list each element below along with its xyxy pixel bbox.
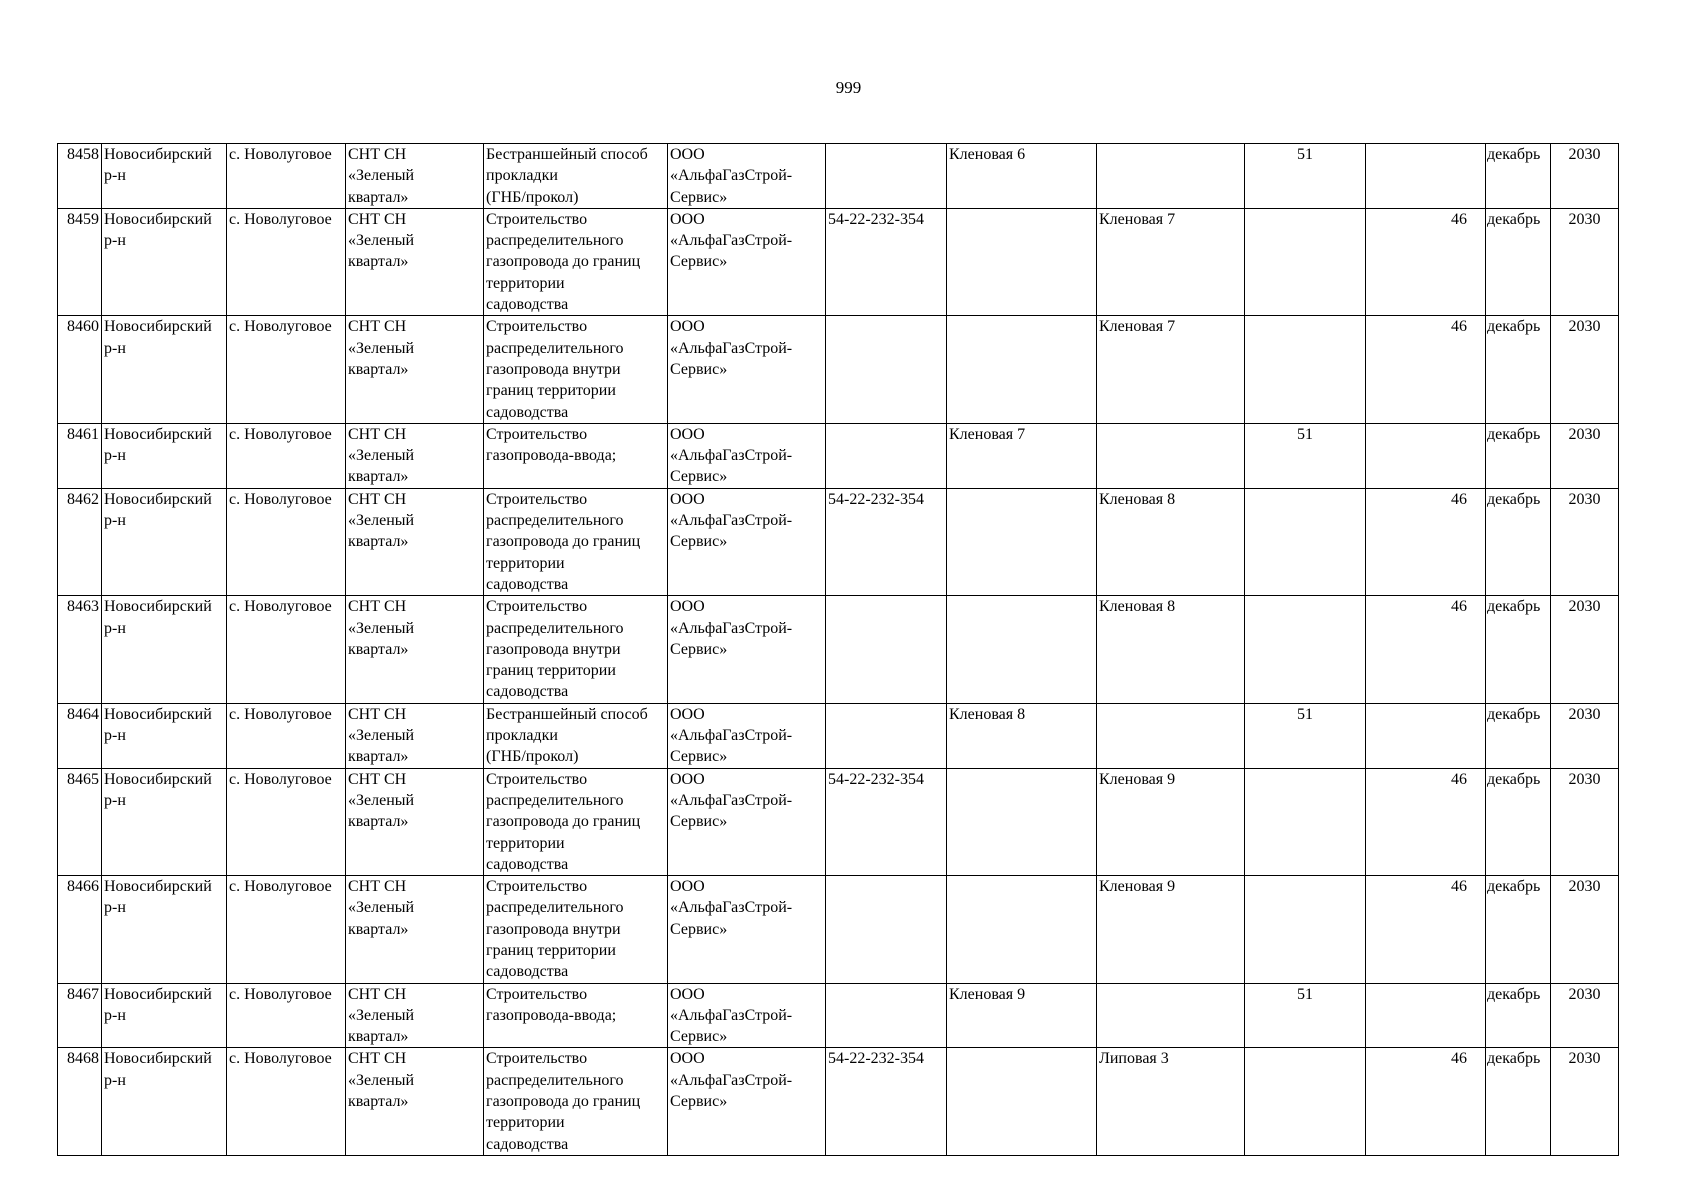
district-cell: Новосибирский р-н [102,703,227,768]
work-type-cell: Строительство газопровода-ввода; [484,983,668,1048]
month-cell: декабрь [1486,768,1551,875]
cadastral-number-cell: 54-22-232-354 [826,488,947,595]
cadastral-number-cell: 54-22-232-354 [826,768,947,875]
row-number: 8464 [58,703,102,768]
settlement-cell: с. Новолуговое [227,983,346,1048]
snt-cell: СНТ СН «Зеленый квартал» [346,423,484,488]
month-cell: декабрь [1486,703,1551,768]
cadastral-number-cell [826,144,947,209]
address-cell-a [947,488,1097,595]
work-type-cell: Бестраншейный способ прокладки (ГНБ/прокол) [484,703,668,768]
organization-cell: ООО «АльфаГазСтрой- Сервис» [668,983,826,1048]
work-type-cell: Строительство распределительного газопровода внутри границ территории садоводства [484,316,668,423]
address-cell-b: Липовая 3 [1097,1048,1245,1155]
row-number: 8458 [58,144,102,209]
row-number: 8460 [58,316,102,423]
month-cell: декабрь [1486,144,1551,209]
year-cell: 2030 [1551,768,1619,875]
work-type-cell: Строительство распределительного газопровода до границ территории садоводства [484,768,668,875]
settlement-cell: с. Новолуговое [227,1048,346,1155]
table-row [58,316,1619,423]
address-cell-b [1097,144,1245,209]
snt-cell: СНТ СН «Зеленый квартал» [346,488,484,595]
organization-cell: ООО «АльфаГазСтрой- Сервис» [668,876,826,983]
year-cell: 2030 [1551,316,1619,423]
district-cell: Новосибирский р-н [102,596,227,703]
length-cell-a [1245,596,1366,703]
month-cell: декабрь [1486,596,1551,703]
row-number: 8466 [58,876,102,983]
cadastral-number-cell [826,316,947,423]
snt-cell: СНТ СН «Зеленый квартал» [346,316,484,423]
address-cell-b [1097,983,1245,1048]
row-number: 8462 [58,488,102,595]
table-row [58,768,1619,875]
settlement-cell: с. Новолуговое [227,876,346,983]
settlement-cell: с. Новолуговое [227,423,346,488]
cadastral-number-cell: 54-22-232-354 [826,1048,947,1155]
settlement-cell: с. Новолуговое [227,208,346,315]
length-cell-a [1245,316,1366,423]
address-cell-a [947,208,1097,315]
snt-cell: СНТ СН «Зеленый квартал» [346,983,484,1048]
address-cell-b: Кленовая 7 [1097,208,1245,315]
table-row [58,876,1619,983]
length-cell-a: 51 [1245,983,1366,1048]
length-cell-a [1245,876,1366,983]
row-number: 8465 [58,768,102,875]
district-cell: Новосибирский р-н [102,983,227,1048]
work-type-cell: Строительство распределительного газопровода до границ территории садоводства [484,208,668,315]
cadastral-number-cell [826,703,947,768]
year-cell: 2030 [1551,876,1619,983]
length-cell-a: 51 [1245,703,1366,768]
row-number: 8468 [58,1048,102,1155]
length-cell-a [1245,768,1366,875]
length-cell-b: 46 [1366,488,1486,595]
district-cell: Новосибирский р-н [102,144,227,209]
address-cell-a: Кленовая 7 [947,423,1097,488]
row-number: 8463 [58,596,102,703]
settlement-cell: с. Новолуговое [227,703,346,768]
cadastral-number-cell [826,876,947,983]
table-row [58,596,1619,703]
length-cell-a [1245,1048,1366,1155]
cadastral-number-cell [826,983,947,1048]
work-type-cell: Бестраншейный способ прокладки (ГНБ/прокол) [484,144,668,209]
settlement-cell: с. Новолуговое [227,316,346,423]
settlement-cell: с. Новолуговое [227,596,346,703]
table-body [58,144,1619,1156]
organization-cell: ООО «АльфаГазСтрой- Сервис» [668,488,826,595]
year-cell: 2030 [1551,1048,1619,1155]
month-cell: декабрь [1486,488,1551,595]
address-cell-a [947,876,1097,983]
length-cell-b: 46 [1366,208,1486,315]
table-row [58,983,1619,1048]
year-cell: 2030 [1551,144,1619,209]
month-cell: декабрь [1486,876,1551,983]
settlement-cell: с. Новолуговое [227,768,346,875]
address-cell-b: Кленовая 7 [1097,316,1245,423]
table-row [58,208,1619,315]
row-number: 8459 [58,208,102,315]
length-cell-a [1245,208,1366,315]
address-cell-a [947,1048,1097,1155]
address-cell-a [947,596,1097,703]
organization-cell: ООО «АльфаГазСтрой- Сервис» [668,144,826,209]
settlement-cell: с. Новолуговое [227,488,346,595]
year-cell: 2030 [1551,703,1619,768]
work-type-cell: Строительство распределительного газопровода внутри границ территории садоводства [484,596,668,703]
organization-cell: ООО «АльфаГазСтрой- Сервис» [668,1048,826,1155]
snt-cell: СНТ СН «Зеленый квартал» [346,144,484,209]
cadastral-number-cell [826,423,947,488]
work-type-cell: Строительство распределительного газопровода до границ территории садоводства [484,1048,668,1155]
address-cell-a: Кленовая 9 [947,983,1097,1048]
table-row [58,423,1619,488]
year-cell: 2030 [1551,208,1619,315]
row-number: 8467 [58,983,102,1048]
organization-cell: ООО «АльфаГазСтрой- Сервис» [668,703,826,768]
length-cell-b: 46 [1366,1048,1486,1155]
length-cell-b: 46 [1366,316,1486,423]
work-type-cell: Строительство распределительного газопровода до границ территории садоводства [484,488,668,595]
organization-cell: ООО «АльфаГазСтрой- Сервис» [668,208,826,315]
page-number: 999 [835,78,862,97]
snt-cell: СНТ СН «Зеленый квартал» [346,596,484,703]
year-cell: 2030 [1551,423,1619,488]
address-cell-a [947,316,1097,423]
snt-cell: СНТ СН «Зеленый квартал» [346,1048,484,1155]
address-cell-b: Кленовая 9 [1097,876,1245,983]
settlement-cell: с. Новолуговое [227,144,346,209]
month-cell: декабрь [1486,1048,1551,1155]
address-cell-a: Кленовая 8 [947,703,1097,768]
district-cell: Новосибирский р-н [102,768,227,875]
length-cell-a: 51 [1245,144,1366,209]
length-cell-b: 46 [1366,768,1486,875]
address-cell-b [1097,703,1245,768]
length-cell-b [1366,703,1486,768]
month-cell: декабрь [1486,208,1551,315]
work-type-cell: Строительство распределительного газопровода внутри границ территории садоводства [484,876,668,983]
snt-cell: СНТ СН «Зеленый квартал» [346,876,484,983]
year-cell: 2030 [1551,596,1619,703]
table-row [58,488,1619,595]
organization-cell: ООО «АльфаГазСтрой- Сервис» [668,768,826,875]
length-cell-b [1366,423,1486,488]
snt-cell: СНТ СН «Зеленый квартал» [346,703,484,768]
length-cell-a: 51 [1245,423,1366,488]
length-cell-b [1366,983,1486,1048]
district-cell: Новосибирский р-н [102,208,227,315]
district-cell: Новосибирский р-н [102,1048,227,1155]
snt-cell: СНТ СН «Зеленый квартал» [346,768,484,875]
work-type-cell: Строительство газопровода-ввода; [484,423,668,488]
district-cell: Новосибирский р-н [102,488,227,595]
table-row [58,1048,1619,1155]
length-cell-b: 46 [1366,596,1486,703]
snt-cell: СНТ СН «Зеленый квартал» [346,208,484,315]
month-cell: декабрь [1486,983,1551,1048]
district-cell: Новосибирский р-н [102,876,227,983]
address-cell-b: Кленовая 8 [1097,596,1245,703]
organization-cell: ООО «АльфаГазСтрой- Сервис» [668,596,826,703]
address-cell-b [1097,423,1245,488]
month-cell: декабрь [1486,423,1551,488]
address-cell-b: Кленовая 9 [1097,768,1245,875]
address-cell-b: Кленовая 8 [1097,488,1245,595]
table-row [58,144,1619,209]
row-number: 8461 [58,423,102,488]
year-cell: 2030 [1551,983,1619,1048]
year-cell: 2030 [1551,488,1619,595]
month-cell: декабрь [1486,316,1551,423]
length-cell-b [1366,144,1486,209]
cadastral-number-cell: 54-22-232-354 [826,208,947,315]
district-cell: Новосибирский р-н [102,423,227,488]
length-cell-b: 46 [1366,876,1486,983]
length-cell-a [1245,488,1366,595]
organization-cell: ООО «АльфаГазСтрой- Сервис» [668,423,826,488]
organization-cell: ООО «АльфаГазСтрой- Сервис» [668,316,826,423]
district-cell: Новосибирский р-н [102,316,227,423]
address-cell-a: Кленовая 6 [947,144,1097,209]
gasification-schedule-table [57,143,1619,1156]
cadastral-number-cell [826,596,947,703]
table-row [58,703,1619,768]
address-cell-a [947,768,1097,875]
